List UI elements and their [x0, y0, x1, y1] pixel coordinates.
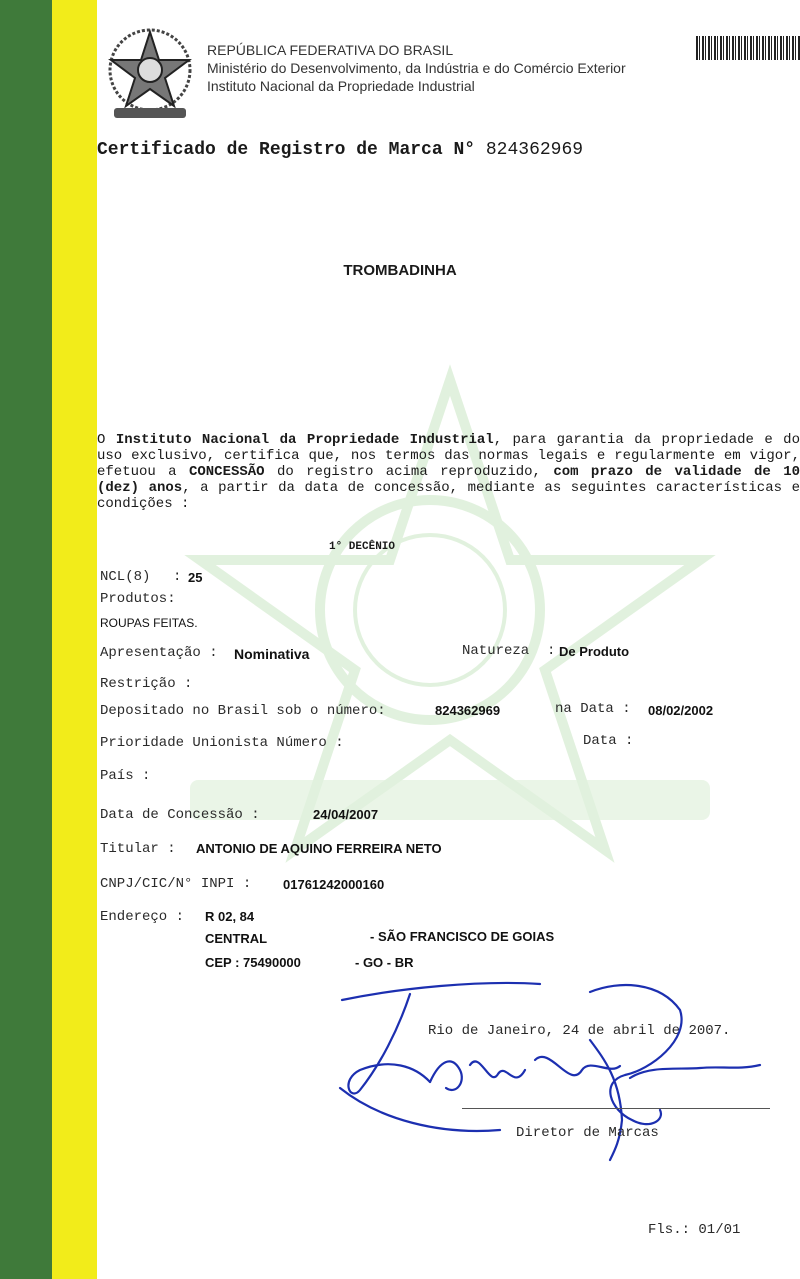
header-institute: Instituto Nacional da Propriedade Industrial: [207, 78, 475, 94]
produtos-label: Produtos:: [100, 591, 176, 607]
na-data-label: na Data :: [555, 701, 631, 717]
ncl-label: NCL(8): [100, 569, 151, 585]
concessao-label: Data de Concessão :: [100, 807, 260, 823]
natureza-label: Natureza: [462, 643, 530, 659]
apresentacao-label: Apresentação :: [100, 645, 218, 661]
concession-paragraph: O Instituto Nacional da Propriedade Industrial, para garantia da propriedade e do uso exclusivo, certifica que, nos termos das normas legais e regularmente em vigor, efetuou a CONCESSÃO do registro acima reproduzido, com prazo de validade de 10 (dez) anos, a partir da data de concessão, mediante as seguintes características e condições :: [97, 432, 800, 512]
certificate-number: 824362969: [485, 140, 584, 160]
ncl-value: 25: [188, 570, 203, 585]
page-count: Fls.: 01/01: [648, 1222, 741, 1238]
header-ministry: Ministério do Desenvolvimento, da Indústria e do Comércio Exterior: [207, 60, 626, 76]
cnpj-value: 01761242000160: [283, 877, 385, 892]
trademark-name: TROMBADINHA: [343, 262, 457, 279]
apresentacao-value: Nominativa: [234, 646, 310, 662]
pais-label: País :: [100, 768, 151, 784]
titular-value: ANTONIO DE AQUINO FERREIRA NETO: [196, 841, 442, 856]
decenio-label: 1° DECÊNIO: [329, 541, 396, 553]
endereco-street: R 02, 84: [205, 909, 255, 924]
title-prefix: Certificado de Registro de Marca N°: [97, 140, 476, 160]
prioridade-label: Prioridade Unionista Número :: [100, 735, 344, 751]
concessao-value: 24/04/2007: [313, 807, 379, 822]
endereco-cep: CEP : 75490000: [205, 955, 301, 970]
green-stripe: [0, 0, 52, 1279]
ncl-separator: :: [173, 569, 182, 585]
natureza-separator: :: [547, 643, 556, 659]
cnpj-label: CNPJ/CIC/N° INPI :: [100, 876, 252, 892]
signature-line: [462, 1108, 770, 1109]
yellow-stripe: [52, 0, 97, 1279]
titular-label: Titular :: [100, 841, 176, 857]
na-data-value: 08/02/2002: [648, 703, 714, 718]
endereco-label: Endereço :: [100, 909, 185, 925]
endereco-uf: - GO - BR: [355, 955, 414, 970]
brazil-coat-of-arms-seal: [104, 26, 196, 122]
place-date: Rio de Janeiro, 24 de abril de 2007.: [428, 1023, 731, 1039]
header-republic: REPÚBLICA FEDERATIVA DO BRASIL: [207, 42, 454, 58]
endereco-bairro: CENTRAL: [205, 931, 268, 946]
depositado-value: 824362969: [435, 703, 501, 718]
endereco-cidade: - SÃO FRANCISCO DE GOIAS: [370, 929, 555, 944]
natureza-value: De Produto: [559, 644, 630, 659]
barcode: [696, 36, 800, 60]
signatory-role: Diretor de Marcas: [516, 1125, 659, 1141]
produtos-value: ROUPAS FEITAS.: [100, 616, 198, 630]
depositado-label: Depositado no Brasil sob o número:: [100, 703, 386, 719]
prioridade-data-label: Data :: [583, 733, 634, 749]
restricao-label: Restrição :: [100, 676, 193, 692]
certificate-title: [97, 140, 583, 160]
